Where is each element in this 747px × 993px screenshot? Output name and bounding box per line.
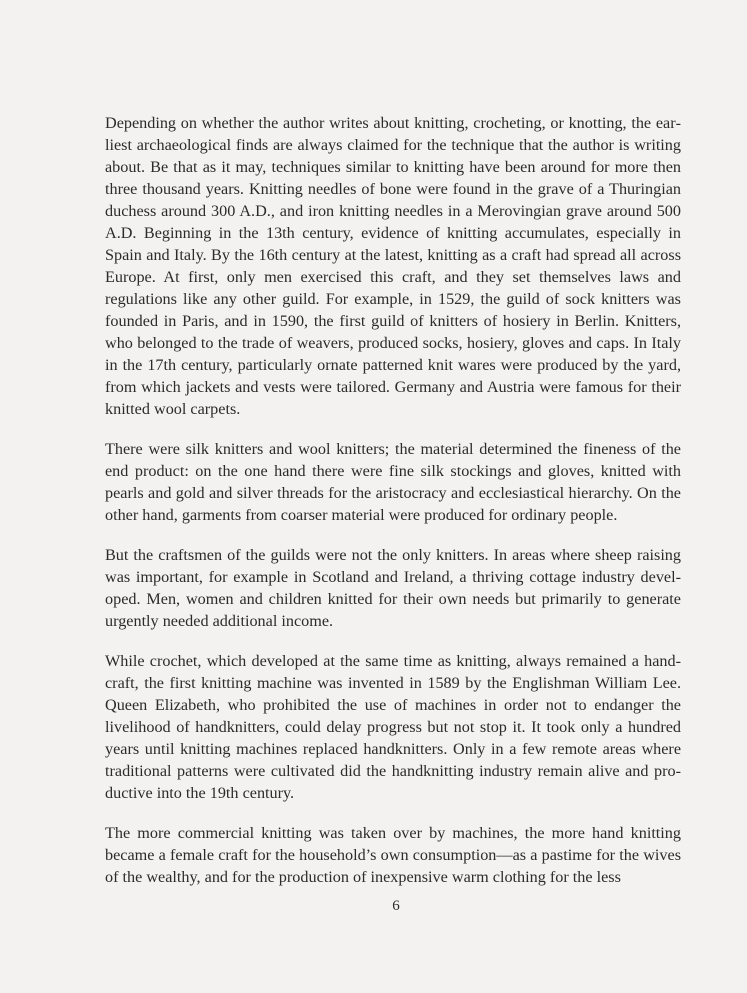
paragraph-silk-and-wool: There were silk knitters and wool knitters; the material determined the fineness of the end product: on the one hand there were fine silk stockings and gloves, knitted with pearls and gold and silver threads for the aristocracy and ecclesiastical hierarchy. On the other hand, garments from coarser material were produced for ordinary people. bbox=[105, 440, 681, 524]
paragraph-female-craft: The more commercial knitting was taken over by machines, the more hand knitting became a female craft for the household’s own consumption—as a pastime for the wives of the wealthy, and for the production of inexpensive warm clothing for the less bbox=[105, 824, 681, 886]
paragraph-knitting-machine: While crochet, which developed at the same time as knitting, always remained a handcraft, the first knitting machine was invented in 1589 by the Englishman William Lee. Queen Elizabeth, who prohibited the use of machines in order not to endanger the livelihood of handknitters, could delay progress but not stop it. It took only a hundred years until knitting machines replaced handknitters. Only in a few remote areas where traditional patterns were cultivated did the handknitting industry remain alive and productive into the 19th century. bbox=[105, 652, 681, 802]
paragraph-knitting-origins: Depending on whether the author writes about knitting, crocheting, or knotting, the earliest archaeological finds are always claimed for the technique that the author is writing about. Be that as it may, techniques similar to knitting have been around for more then three thousand years. Knitting needles of bone were found in the grave of a Thuringian duchess around 300 A.D., and iron knitting needles in a Merovingian grave around 500 A.D. Beginning in the 13th century, evidence of knitting accumulates, especially in Spain and Italy. By the 16th century at the latest, knitting as a craft had spread all across Europe. At first, only men exercised this craft, and they set themselves laws and regulations like any other guild. For example, in 1529, the guild of sock knitters was founded in Paris, and in 1590, the first guild of knitters of hosiery in Berlin. Knitters, who belonged to the trade of weavers, produced socks, hosiery, gloves and caps. In Italy in the 17th century, particularly ornate patterned knit wares were produced by the yard, from which jackets and vests were tailored. Germany and Austria were famous for their knitted wool carpets. bbox=[105, 114, 681, 418]
page-number: 6 bbox=[392, 898, 400, 914]
body-text bbox=[105, 112, 681, 906]
paragraph-cottage-industry: But the craftsmen of the guilds were not the only knitters. In areas where sheep raising was important, for example in Scotland and Ireland, a thriving cottage industry developed. Men, women and children knitted for their own needs but primarily to generate urgently needed additional income. bbox=[105, 546, 681, 630]
